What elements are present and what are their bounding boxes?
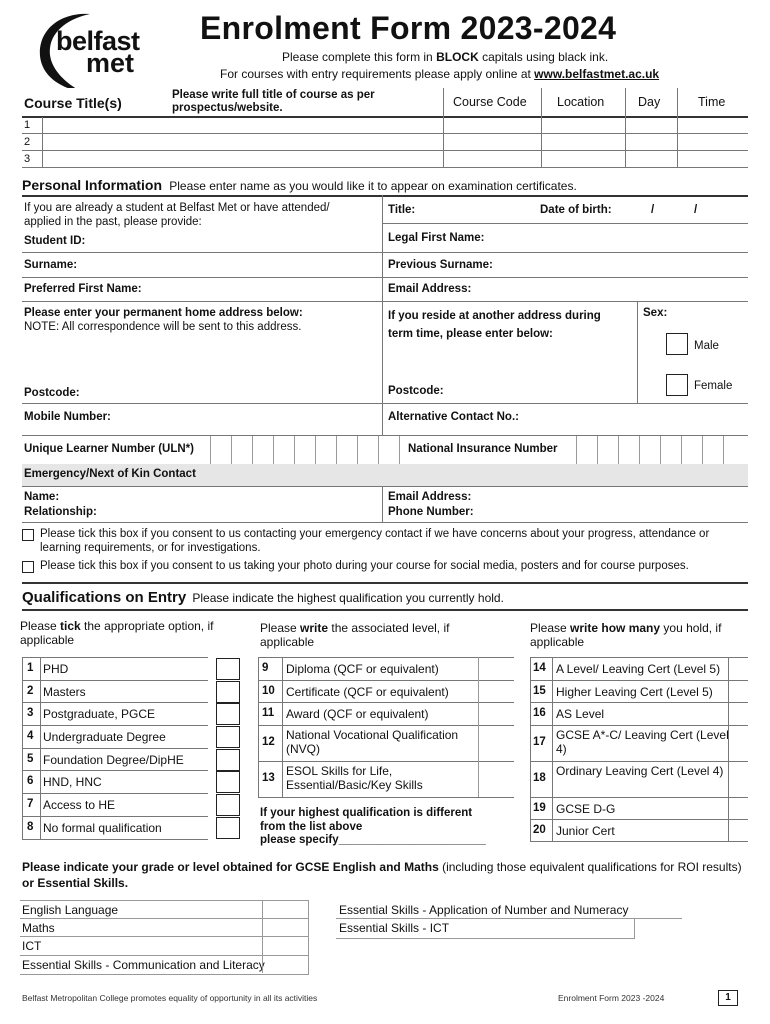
course-title-label: Course Title(s) xyxy=(24,95,122,111)
qualification-label: ESOL Skills for Life, Essential/Basic/Key Skills xyxy=(286,764,423,792)
qualification-level-input[interactable] xyxy=(478,657,515,680)
qualification-number: 19 xyxy=(533,802,546,814)
qualification-label: National Vocational Qualification (NVQ) xyxy=(286,728,459,756)
female-checkbox[interactable] xyxy=(666,374,688,396)
qualification-number: 5 xyxy=(27,753,34,765)
grades-intro: Please indicate your grade or level obtained for GCSE English and Maths (including those equivalent qualifications for ROI results) or Essential Skills. xyxy=(22,860,742,890)
course-row-number: 2 xyxy=(24,136,31,148)
qualification-label: GCSE A*-C/ Leaving Cert (Level 4) xyxy=(556,728,729,756)
course-title-input[interactable] xyxy=(44,134,442,149)
qualification-number: 2 xyxy=(27,685,34,697)
qualification-number: 7 xyxy=(27,798,34,810)
uln-label: Unique Learner Number (ULN*) xyxy=(24,443,194,455)
qualification-number: 15 xyxy=(533,685,546,697)
male-checkbox[interactable] xyxy=(666,333,688,355)
qualification-tick-box[interactable] xyxy=(216,681,240,703)
qualification-label: Foundation Degree/DipHE xyxy=(43,753,184,767)
qualification-number: 1 xyxy=(27,662,34,674)
logo xyxy=(30,8,150,88)
page-number: 1 xyxy=(718,990,738,1006)
day-label: Day xyxy=(638,95,661,109)
qualification-number: 18 xyxy=(533,772,546,784)
ni-number-label: National Insurance Number xyxy=(408,443,558,455)
qualification-level-input[interactable] xyxy=(478,702,515,725)
block-capitals-instruction: Please complete this form in BLOCK capitals using black ink. xyxy=(282,50,609,64)
qualifications-note: Please indicate the highest qualification you currently hold. xyxy=(192,591,504,605)
ec-email-label: Email Address: xyxy=(388,491,472,503)
online-instruction: For courses with entry requirements please apply online at www.belfastmet.ac.uk xyxy=(220,67,660,81)
qualification-label: No formal qualification xyxy=(43,821,162,835)
grade-subject-label: ICT xyxy=(22,939,42,953)
student-id-label: Student ID: xyxy=(24,235,86,247)
male-label: Male xyxy=(694,340,719,352)
qualification-level-input[interactable] xyxy=(478,761,515,797)
form-reference: Enrolment Form 2023 -2024 xyxy=(558,993,665,1003)
qualification-tick-box[interactable] xyxy=(216,794,240,816)
qualification-label: Award (QCF or equivalent) xyxy=(286,707,429,721)
qualification-number: 16 xyxy=(533,707,546,719)
qualification-label: Diploma (QCF or equivalent) xyxy=(286,662,439,676)
qualification-level-input[interactable] xyxy=(478,680,515,702)
preferred-first-name-label: Preferred First Name: xyxy=(24,283,142,295)
qualification-number: 10 xyxy=(262,685,275,697)
qualification-label: Higher Leaving Cert (Level 5) xyxy=(556,685,713,699)
qualification-number: 13 xyxy=(262,772,275,784)
specify-qualification-field[interactable]: please specify_______________________ xyxy=(260,834,486,846)
ec-name-label: Name: xyxy=(24,491,60,503)
qualification-level-input[interactable] xyxy=(478,725,515,761)
qualification-label: Ordinary Leaving Cert (Level 4) xyxy=(556,764,724,778)
course-row-number: 1 xyxy=(24,119,31,131)
qualification-label: GCSE D-G xyxy=(556,802,616,816)
emergency-heading: Emergency/Next of Kin Contact xyxy=(24,468,196,480)
qualification-label: Undergraduate Degree xyxy=(43,730,166,744)
page-title: Enrolment Form 2023-2024 xyxy=(200,10,617,46)
qualification-label: Junior Cert xyxy=(556,824,615,838)
course-title-hint: Please write full title of course as per prospectus/website. xyxy=(172,89,375,114)
alt-contact-label: Alternative Contact No.: xyxy=(388,411,519,423)
qualification-number: 9 xyxy=(262,662,269,674)
qualification-tick-box[interactable] xyxy=(216,703,240,725)
personal-info-heading: Personal Information xyxy=(22,177,163,193)
col2-instruction: Please write the associated level, if applicable xyxy=(260,621,450,649)
ec-relationship-label: Relationship: xyxy=(24,506,97,518)
qualification-label: Access to HE xyxy=(43,798,116,812)
course-row-number: 3 xyxy=(24,153,31,165)
qualification-tick-box[interactable] xyxy=(216,771,240,793)
qualification-tick-box[interactable] xyxy=(216,749,240,771)
course-code-label: Course Code xyxy=(453,95,527,109)
grade-input[interactable] xyxy=(336,918,635,939)
qualification-tick-box[interactable] xyxy=(216,817,240,839)
qualification-tick-box[interactable] xyxy=(216,726,240,748)
qualification-number: 14 xyxy=(533,662,546,674)
different-qualification-label: If your highest qualification is different from the list above xyxy=(260,807,473,833)
grade-subject-label: Maths xyxy=(22,921,55,935)
logo-text-bottom: met xyxy=(86,48,135,78)
equality-statement: Belfast Metropolitan College promotes equality of opportunity in all its activities xyxy=(22,993,318,1003)
qualification-label: Masters xyxy=(43,685,86,699)
grade-subject-label: Essential Skills - ICT xyxy=(339,921,450,935)
postcode-label: Postcode: xyxy=(388,385,444,397)
consent-photo-checkbox[interactable] xyxy=(22,561,34,573)
qualification-number: 11 xyxy=(262,707,275,719)
qualification-label: HND, HNC xyxy=(43,775,102,789)
mobile-number-label: Mobile Number: xyxy=(24,411,111,423)
consent-emergency-checkbox[interactable] xyxy=(22,529,34,541)
qualification-label: Postgraduate, PGCE xyxy=(43,707,156,721)
personal-info-note: Please enter name as you would like it to appear on examination certificates. xyxy=(169,179,577,193)
grade-subject-label: Essential Skills - Communication and Literacy xyxy=(22,958,265,972)
location-label: Location xyxy=(557,95,605,109)
home-address-label: Please enter your permanent home address below: xyxy=(24,307,303,319)
qualification-number: 20 xyxy=(533,824,546,836)
qualification-label: PHD xyxy=(43,662,69,676)
qualifications-heading: Qualifications on Entry xyxy=(22,589,187,606)
previous-surname-label: Previous Surname: xyxy=(388,259,493,271)
term-address-label: If you reside at another address during term time, please enter below: xyxy=(388,310,601,340)
qualification-number: 4 xyxy=(27,730,34,742)
dob-label: Date of birth: xyxy=(540,204,612,216)
logo-text-top: belfast xyxy=(56,26,140,56)
col3-instruction: Please write how many you hold, if applicable xyxy=(530,621,722,649)
home-address-note: NOTE: All correspondence will be sent to this address. xyxy=(24,321,302,333)
legal-first-name-label: Legal First Name: xyxy=(388,232,485,244)
grade-subject-label: Essential Skills - Application of Number and Numeracy xyxy=(339,903,629,917)
consent-photo-text: Please tick this box if you consent to us taking your photo during your course for social media, posters and for course purposes. xyxy=(40,560,689,572)
qualification-number: 17 xyxy=(533,736,546,748)
grade-subject-label: English Language xyxy=(22,903,119,917)
postcode-label: Postcode: xyxy=(24,387,80,399)
qualification-number: 8 xyxy=(27,821,34,833)
course-title-input[interactable] xyxy=(44,151,442,166)
email-label: Email Address: xyxy=(388,283,472,295)
time-label: Time xyxy=(698,95,726,109)
qualification-label: Certificate (QCF or equivalent) xyxy=(286,685,449,699)
title-label: Title: xyxy=(388,204,416,216)
qualification-label: A Level/ Leaving Cert (Level 5) xyxy=(556,662,721,676)
qualification-tick-box[interactable] xyxy=(216,658,240,680)
dob-separator: / xyxy=(651,204,655,216)
ec-phone-label: Phone Number: xyxy=(388,506,474,518)
qualification-number: 6 xyxy=(27,775,34,787)
dob-separator: / xyxy=(694,204,698,216)
course-title-input[interactable] xyxy=(44,117,442,132)
surname-label: Surname: xyxy=(24,259,78,271)
qualification-label: AS Level xyxy=(556,707,605,721)
sex-label: Sex: xyxy=(643,307,668,319)
consent-emergency-text: Please tick this box if you consent to us contacting your emergency contact if we have concerns about your progress, attendance or learning requirements, or for investigations. xyxy=(40,528,710,554)
already-student-note: If you are already a student at Belfast Met or have attended/ applied in the past, please provide: xyxy=(24,202,330,228)
website-link[interactable]: www.belfastmet.ac.uk xyxy=(534,67,660,81)
col1-instruction: Please tick the appropriate option, if applicable xyxy=(20,619,214,647)
female-label: Female xyxy=(694,380,733,392)
qualification-number: 12 xyxy=(262,736,275,748)
qualification-number: 3 xyxy=(27,707,34,719)
grade-input[interactable] xyxy=(622,900,682,919)
